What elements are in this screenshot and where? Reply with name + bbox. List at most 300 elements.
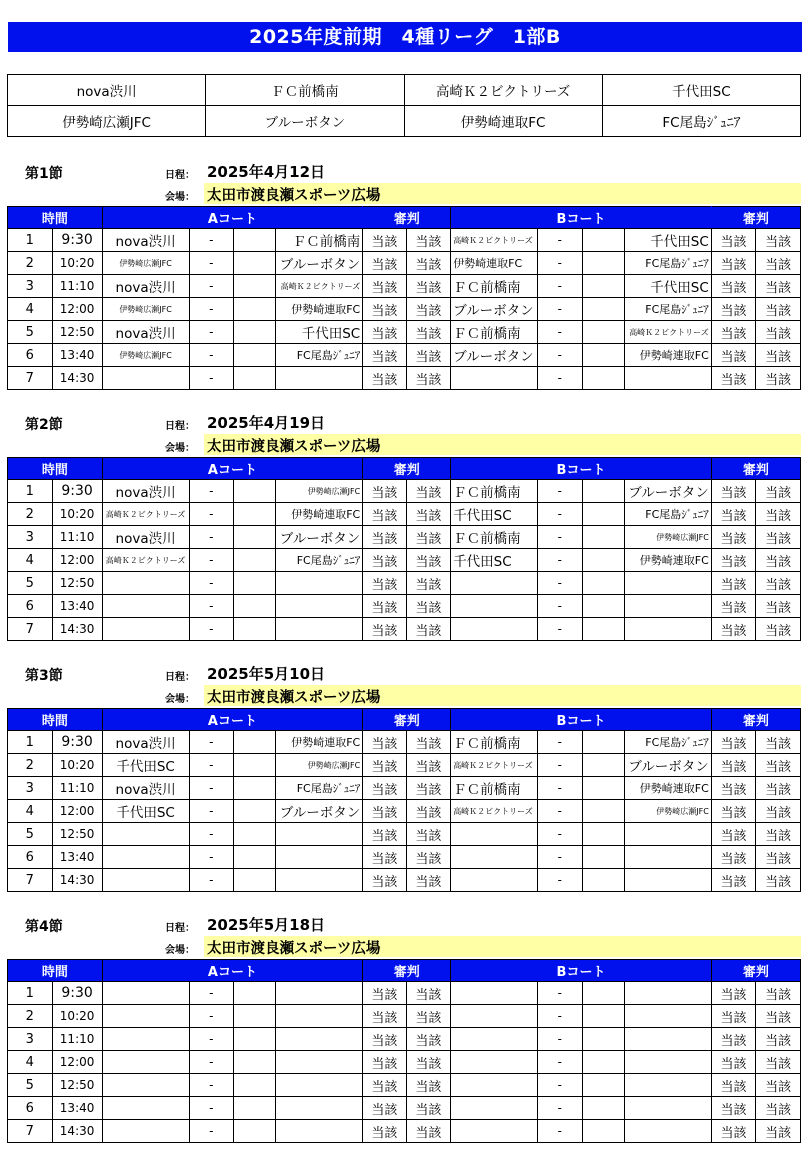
court-a-away-team: 伊勢崎広瀬JFC [276, 754, 363, 777]
match-row [8, 321, 801, 344]
referee-duty: 当該 [756, 731, 801, 754]
referee-duty: 当該 [711, 731, 756, 754]
court-a-header: Aコート [102, 709, 363, 731]
court-b-header: Bコート [451, 960, 712, 982]
court-b-home-team [451, 1028, 538, 1051]
court-b-away-team: ブルーボタン [624, 754, 711, 777]
referee-duty: 当該 [756, 298, 801, 321]
referee-duty: 当該 [406, 1097, 451, 1120]
court-b-away-team: 千代田SC [624, 229, 711, 252]
court-b-home-team [451, 869, 538, 892]
referee-duty: 当該 [363, 321, 406, 344]
match-number: 7 [8, 367, 53, 390]
match-row [8, 1005, 801, 1028]
match-time: 13:40 [52, 595, 102, 618]
court-b-header: Bコート [451, 709, 712, 731]
court-b-home-team [451, 572, 538, 595]
referee-duty: 当該 [406, 595, 451, 618]
score-separator: - [538, 275, 583, 298]
score-separator: - [189, 1074, 234, 1097]
match-row [8, 618, 801, 641]
court-a-away-team [276, 823, 363, 846]
blank-cell [234, 846, 276, 869]
match-row [8, 595, 801, 618]
blank-cell [234, 800, 276, 823]
referee-duty: 当該 [711, 1120, 756, 1143]
referee-duty: 当該 [756, 367, 801, 390]
court-b-header: Bコート [451, 207, 712, 229]
referee-duty: 当該 [363, 572, 406, 595]
blank-cell [234, 572, 276, 595]
court-a-home-team [102, 572, 189, 595]
referee-duty: 当該 [406, 777, 451, 800]
round-section [7, 160, 801, 390]
match-number: 4 [8, 1051, 53, 1074]
referee-duty: 当該 [363, 1120, 406, 1143]
court-a-away-team [276, 1097, 363, 1120]
score-separator: - [189, 321, 234, 344]
court-a-home-team: 伊勢崎広瀬JFC [102, 252, 189, 275]
blank-cell [234, 480, 276, 503]
court-b-away-team: FC尾島ｼﾞｭﾆｱ [624, 503, 711, 526]
court-b-home-team [451, 1074, 538, 1097]
round-section [7, 913, 801, 1143]
court-a-home-team: 千代田SC [102, 754, 189, 777]
match-number: 7 [8, 869, 53, 892]
blank-cell [582, 800, 624, 823]
blank-cell [234, 549, 276, 572]
time-header: 時間 [8, 458, 103, 480]
court-a-home-team [102, 1074, 189, 1097]
score-separator: - [538, 618, 583, 641]
score-separator: - [189, 526, 234, 549]
match-number: 1 [8, 480, 53, 503]
referee-header: 審判 [711, 709, 800, 731]
referee-duty: 当該 [406, 754, 451, 777]
court-a-away-team: FC尾島ｼﾞｭﾆｱ [276, 549, 363, 572]
match-row [8, 869, 801, 892]
team-cell: nova渋川 [8, 75, 206, 106]
court-a-away-team: 伊勢崎広瀬JFC [276, 480, 363, 503]
court-b-home-team: ＦＣ前橋南 [451, 321, 538, 344]
court-b-header: Bコート [451, 458, 712, 480]
referee-duty: 当該 [711, 1051, 756, 1074]
referee-duty: 当該 [406, 1120, 451, 1143]
round-venue: 太田市渡良瀬スポーツ広場 [207, 941, 381, 957]
court-a-home-team: nova渋川 [102, 321, 189, 344]
match-time: 13:40 [52, 344, 102, 367]
court-a-home-team [102, 1005, 189, 1028]
referee-duty: 当該 [756, 982, 801, 1005]
blank-cell [234, 321, 276, 344]
referee-duty: 当該 [363, 480, 406, 503]
court-a-home-team [102, 367, 189, 390]
schedule-header-row [8, 960, 801, 982]
court-b-away-team [624, 1097, 711, 1120]
round-header [7, 160, 801, 206]
match-row [8, 846, 801, 869]
match-time: 14:30 [52, 869, 102, 892]
referee-duty: 当該 [406, 549, 451, 572]
court-b-home-team: 千代田SC [451, 549, 538, 572]
match-row [8, 503, 801, 526]
time-header: 時間 [8, 960, 103, 982]
score-separator: - [538, 777, 583, 800]
match-row [8, 1097, 801, 1120]
blank-cell [234, 1005, 276, 1028]
score-separator: - [189, 1028, 234, 1051]
match-time: 14:30 [52, 618, 102, 641]
match-row [8, 731, 801, 754]
match-time: 13:40 [52, 846, 102, 869]
score-separator: - [189, 229, 234, 252]
court-a-away-team: 千代田SC [276, 321, 363, 344]
match-time: 12:00 [52, 549, 102, 572]
court-a-away-team: FC尾島ｼﾞｭﾆｱ [276, 344, 363, 367]
blank-cell [582, 480, 624, 503]
blank-cell [582, 1005, 624, 1028]
match-row [8, 526, 801, 549]
court-b-home-team [451, 1051, 538, 1074]
court-b-home-team: ＦＣ前橋南 [451, 275, 538, 298]
referee-header: 審判 [363, 960, 451, 982]
referee-duty: 当該 [711, 526, 756, 549]
court-a-away-team: FC尾島ｼﾞｭﾆｱ [276, 777, 363, 800]
referee-duty: 当該 [363, 823, 406, 846]
court-a-home-team [102, 846, 189, 869]
blank-cell [234, 595, 276, 618]
match-number: 2 [8, 1005, 53, 1028]
referee-duty: 当該 [756, 800, 801, 823]
team-cell: 高崎Ｋ２ビクトリーズ [404, 75, 602, 106]
referee-duty: 当該 [711, 982, 756, 1005]
referee-header: 審判 [363, 709, 451, 731]
court-a-away-team: 伊勢崎連取FC [276, 298, 363, 321]
score-separator: - [189, 846, 234, 869]
blank-cell [582, 503, 624, 526]
match-time: 12:50 [52, 572, 102, 595]
blank-cell [234, 1074, 276, 1097]
blank-cell [582, 321, 624, 344]
blank-cell [582, 1097, 624, 1120]
court-a-away-team [276, 1005, 363, 1028]
court-b-away-team [624, 1028, 711, 1051]
court-a-away-team [276, 846, 363, 869]
referee-duty: 当該 [406, 298, 451, 321]
score-separator: - [538, 846, 583, 869]
match-number: 1 [8, 229, 53, 252]
court-a-away-team: ブルーボタン [276, 800, 363, 823]
referee-duty: 当該 [756, 572, 801, 595]
court-b-home-team: ブルーボタン [451, 298, 538, 321]
round-date: 2025年5月10日 [207, 665, 326, 683]
round-venue: 太田市渡良瀬スポーツ広場 [207, 439, 381, 455]
match-number: 3 [8, 526, 53, 549]
match-time: 12:00 [52, 1051, 102, 1074]
referee-duty: 当該 [363, 800, 406, 823]
score-separator: - [538, 869, 583, 892]
court-a-home-team: 千代田SC [102, 800, 189, 823]
blank-cell [582, 1051, 624, 1074]
court-b-away-team [624, 982, 711, 1005]
court-b-home-team [451, 846, 538, 869]
referee-duty: 当該 [711, 823, 756, 846]
court-a-home-team [102, 823, 189, 846]
score-separator: - [189, 754, 234, 777]
court-a-home-team [102, 1028, 189, 1051]
team-cell: ＦＣ前橋南 [206, 75, 404, 106]
referee-duty: 当該 [363, 549, 406, 572]
score-separator: - [189, 823, 234, 846]
match-time: 12:00 [52, 298, 102, 321]
court-a-header: Aコート [102, 458, 363, 480]
court-b-away-team [624, 823, 711, 846]
blank-cell [582, 344, 624, 367]
match-time: 12:00 [52, 800, 102, 823]
match-row [8, 572, 801, 595]
referee-duty: 当該 [406, 480, 451, 503]
referee-header: 審判 [363, 458, 451, 480]
match-time: 11:10 [52, 275, 102, 298]
match-time: 11:10 [52, 777, 102, 800]
court-b-away-team [624, 1074, 711, 1097]
court-b-home-team [451, 1120, 538, 1143]
match-row [8, 800, 801, 823]
team-cell: 伊勢崎広瀬JFC [8, 106, 206, 137]
blank-cell [582, 869, 624, 892]
referee-duty: 当該 [406, 572, 451, 595]
venue-label: 会場： [165, 443, 195, 454]
court-b-home-team: 高崎Ｋ２ビクトリーズ [451, 800, 538, 823]
referee-header: 審判 [711, 207, 800, 229]
referee-duty: 当該 [363, 1097, 406, 1120]
score-separator: - [538, 367, 583, 390]
referee-duty: 当該 [711, 321, 756, 344]
score-separator: - [189, 344, 234, 367]
match-row [8, 275, 801, 298]
match-number: 2 [8, 252, 53, 275]
court-a-away-team [276, 982, 363, 1005]
blank-cell [582, 1120, 624, 1143]
referee-duty: 当該 [756, 1097, 801, 1120]
referee-duty: 当該 [363, 503, 406, 526]
time-header: 時間 [8, 709, 103, 731]
referee-duty: 当該 [711, 754, 756, 777]
referee-duty: 当該 [711, 572, 756, 595]
referee-duty: 当該 [363, 595, 406, 618]
court-b-home-team: 伊勢崎連取FC [451, 252, 538, 275]
court-b-home-team: ＦＣ前橋南 [451, 526, 538, 549]
match-number: 2 [8, 754, 53, 777]
team-row [8, 75, 801, 106]
court-a-home-team: nova渋川 [102, 777, 189, 800]
court-b-away-team [624, 846, 711, 869]
referee-duty: 当該 [756, 1005, 801, 1028]
round-date: 2025年4月12日 [207, 163, 326, 181]
referee-duty: 当該 [756, 275, 801, 298]
score-separator: - [538, 1051, 583, 1074]
match-row [8, 480, 801, 503]
match-number: 5 [8, 572, 53, 595]
court-a-home-team [102, 1097, 189, 1120]
referee-duty: 当該 [406, 846, 451, 869]
blank-cell [234, 526, 276, 549]
court-a-home-team [102, 869, 189, 892]
referee-duty: 当該 [406, 1074, 451, 1097]
round-title: 第3節 [25, 668, 63, 684]
venue-highlight [204, 685, 801, 706]
blank-cell [234, 252, 276, 275]
blank-cell [234, 982, 276, 1005]
blank-cell [234, 823, 276, 846]
round-section [7, 662, 801, 892]
venue-label: 会場： [165, 945, 195, 956]
referee-duty: 当該 [363, 754, 406, 777]
referee-duty: 当該 [711, 480, 756, 503]
referee-duty: 当該 [406, 344, 451, 367]
referee-duty: 当該 [711, 298, 756, 321]
match-time: 13:40 [52, 1097, 102, 1120]
schedule-table [7, 457, 801, 641]
referee-duty: 当該 [756, 1120, 801, 1143]
round-header [7, 411, 801, 457]
court-a-away-team: ブルーボタン [276, 526, 363, 549]
score-separator: - [189, 275, 234, 298]
referee-duty: 当該 [406, 229, 451, 252]
schedule-table [7, 206, 801, 390]
court-a-away-team [276, 618, 363, 641]
venue-highlight [204, 936, 801, 957]
venue-label: 会場： [165, 694, 195, 705]
court-a-home-team [102, 982, 189, 1005]
blank-cell [234, 869, 276, 892]
match-number: 6 [8, 846, 53, 869]
court-a-home-team: 伊勢崎広瀬JFC [102, 344, 189, 367]
blank-cell [234, 731, 276, 754]
team-list [7, 74, 801, 137]
score-separator: - [189, 618, 234, 641]
court-b-home-team [451, 618, 538, 641]
match-time: 10:20 [52, 754, 102, 777]
court-a-away-team: 高崎Ｋ２ビクトリーズ [276, 275, 363, 298]
blank-cell [582, 823, 624, 846]
referee-duty: 当該 [406, 1028, 451, 1051]
referee-duty: 当該 [756, 754, 801, 777]
court-a-home-team: nova渋川 [102, 731, 189, 754]
match-number: 5 [8, 321, 53, 344]
court-b-away-team: FC尾島ｼﾞｭﾆｱ [624, 731, 711, 754]
referee-duty: 当該 [756, 229, 801, 252]
blank-cell [582, 754, 624, 777]
referee-duty: 当該 [756, 344, 801, 367]
round-venue: 太田市渡良瀬スポーツ広場 [207, 690, 381, 706]
court-b-away-team: 伊勢崎連取FC [624, 549, 711, 572]
round-title: 第1節 [25, 166, 63, 182]
court-b-home-team: 千代田SC [451, 503, 538, 526]
round-header [7, 913, 801, 959]
referee-duty: 当該 [363, 846, 406, 869]
referee-duty: 当該 [363, 982, 406, 1005]
referee-duty: 当該 [756, 823, 801, 846]
score-separator: - [538, 321, 583, 344]
referee-duty: 当該 [363, 367, 406, 390]
referee-header: 審判 [711, 960, 800, 982]
score-separator: - [189, 480, 234, 503]
blank-cell [582, 549, 624, 572]
score-separator: - [189, 777, 234, 800]
date-label: 日程： [165, 672, 195, 683]
score-separator: - [538, 526, 583, 549]
score-separator: - [189, 1005, 234, 1028]
referee-duty: 当該 [363, 275, 406, 298]
referee-duty: 当該 [711, 503, 756, 526]
court-a-home-team: nova渋川 [102, 275, 189, 298]
referee-duty: 当該 [756, 526, 801, 549]
referee-duty: 当該 [406, 618, 451, 641]
score-separator: - [538, 229, 583, 252]
court-b-home-team [451, 823, 538, 846]
referee-duty: 当該 [406, 252, 451, 275]
referee-duty: 当該 [756, 252, 801, 275]
score-separator: - [189, 252, 234, 275]
referee-duty: 当該 [711, 549, 756, 572]
court-a-away-team [276, 1028, 363, 1051]
blank-cell [582, 367, 624, 390]
court-a-away-team [276, 595, 363, 618]
match-time: 9:30 [52, 229, 102, 252]
court-b-away-team [624, 572, 711, 595]
score-separator: - [538, 1120, 583, 1143]
court-b-home-team: ＦＣ前橋南 [451, 731, 538, 754]
match-time: 11:10 [52, 1028, 102, 1051]
court-b-away-team [624, 1051, 711, 1074]
referee-duty: 当該 [363, 298, 406, 321]
match-number: 4 [8, 549, 53, 572]
match-time: 10:20 [52, 1005, 102, 1028]
score-separator: - [538, 1028, 583, 1051]
blank-cell [582, 595, 624, 618]
schedule-header-row [8, 458, 801, 480]
court-b-away-team: 伊勢崎連取FC [624, 777, 711, 800]
court-a-home-team: nova渋川 [102, 526, 189, 549]
match-row [8, 1120, 801, 1143]
blank-cell [234, 1097, 276, 1120]
referee-duty: 当該 [406, 1005, 451, 1028]
match-number: 4 [8, 800, 53, 823]
match-number: 3 [8, 275, 53, 298]
match-number: 4 [8, 298, 53, 321]
referee-duty: 当該 [756, 503, 801, 526]
court-b-away-team [624, 595, 711, 618]
match-row [8, 1051, 801, 1074]
court-a-away-team [276, 367, 363, 390]
match-row [8, 252, 801, 275]
court-a-home-team [102, 1051, 189, 1074]
referee-duty: 当該 [756, 321, 801, 344]
referee-duty: 当該 [363, 777, 406, 800]
blank-cell [234, 503, 276, 526]
court-b-home-team [451, 982, 538, 1005]
court-b-away-team [624, 618, 711, 641]
court-b-away-team [624, 1005, 711, 1028]
court-a-away-team: 伊勢崎連取FC [276, 731, 363, 754]
referee-duty: 当該 [756, 777, 801, 800]
team-cell: 伊勢崎連取FC [404, 106, 602, 137]
court-b-away-team: ブルーボタン [624, 480, 711, 503]
referee-duty: 当該 [406, 869, 451, 892]
court-b-home-team: ＦＣ前橋南 [451, 480, 538, 503]
referee-duty: 当該 [711, 1028, 756, 1051]
